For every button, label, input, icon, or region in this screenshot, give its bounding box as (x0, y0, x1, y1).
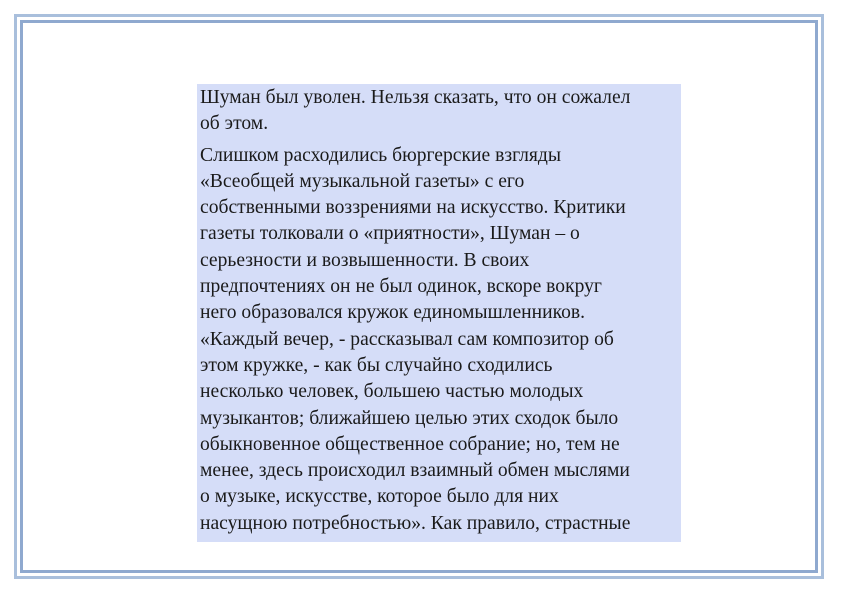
paragraph-intro: Шуман был уволен. Нельзя сказать, что он сожалел об этом. (200, 87, 631, 135)
slide-text-box (197, 84, 681, 542)
paragraph-body: Слишком расходились бюргерские взгляды «Всеобщей музыкальной газеты» с его собственными воззрениями на искусство. Критики газеты толковали о «приятности», Шуман – о серьезности и возвышенности. В своих предпочтениях он не был одинок, вскоре вокруг него образовался кружок единомышленников. «Каждый вечер, - рассказывал сам композитор об этом кружке, - как бы случайно сходились несколько человек, большею частью молодых музыкантов; ближайшею целью этих сходок было обыкновенное общественное собрание; но, тем не менее, здесь происходил взаимный обмен мыслями о музыке, искусстве, которое было для них насущною потребностью». Как правило, страстные (200, 144, 631, 534)
